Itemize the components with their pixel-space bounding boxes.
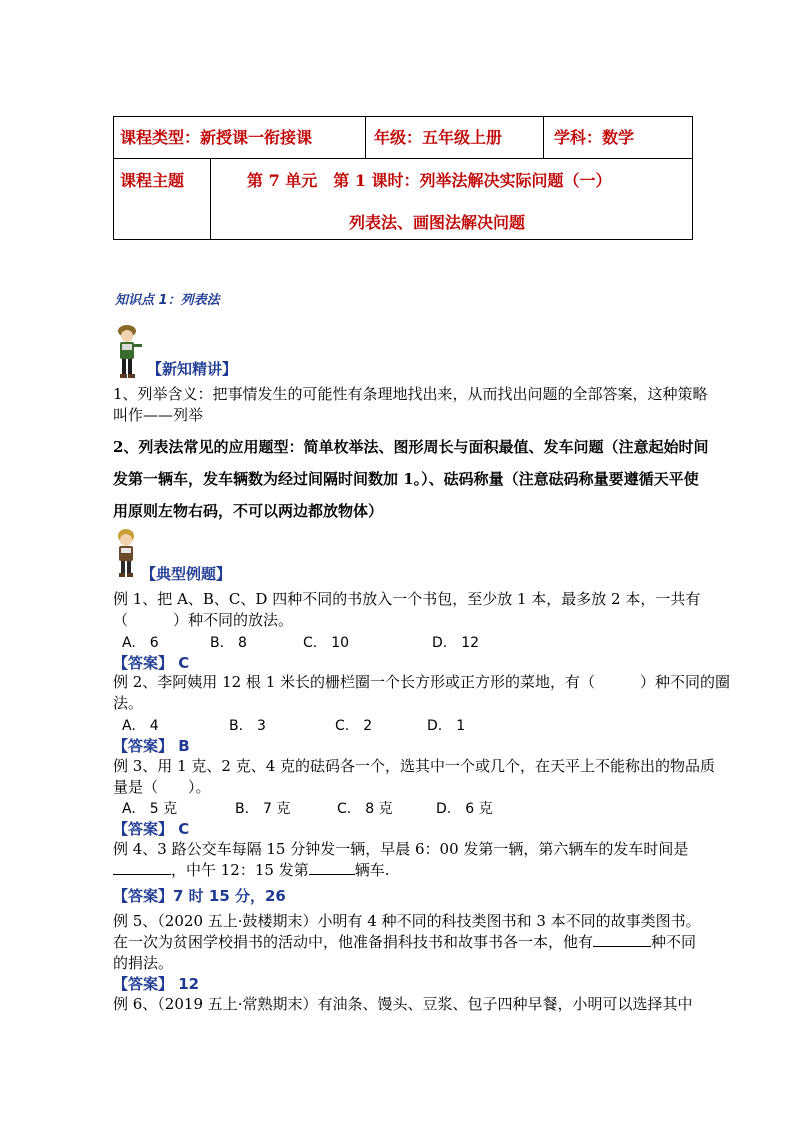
section-typical-examples: 【典型例题】 (141, 565, 232, 583)
topic-title-line2: 列表法、画图法解决问题 (349, 213, 526, 232)
ex2-question-line2: 法。 (113, 694, 144, 712)
ex5-blank[interactable] (593, 932, 651, 947)
cartoon-teacher-icon (113, 322, 145, 380)
ex3-answer: 【答案】 C (113, 820, 190, 838)
ex4-question-line2-mid: ，中午 12：15 发第 (171, 861, 309, 879)
grade-cell: 年级：五年级上册 (366, 117, 544, 158)
ex4-blank-1[interactable] (113, 860, 171, 875)
p2-line3: 用原则左物右码，不可以两边都放物体） (113, 502, 384, 520)
ex3-question-line2: 量是（ ）。 (113, 778, 211, 796)
ex1-option-a: A. 6 (122, 635, 159, 651)
ex2-answer: 【答案】 B (113, 737, 190, 755)
ex1-option-d: D. 12 (432, 635, 480, 651)
ex3-option-a: A. 5 克 (122, 801, 178, 817)
ex1-option-c: C. 10 (303, 635, 350, 651)
knowledge-point-heading: 知识点 1：列表法 (115, 293, 220, 308)
ex2-question-line1: 例 2、李阿姨用 12 根 1 米长的栅栏圈一个长方形或正方形的菜地，有（ ）种不同的圈 (113, 673, 731, 691)
course-type-cell: 课程类型：新授课一衔接课 (114, 117, 366, 158)
ex5-question-line2-start: 在一次为贫困学校捐书的活动中，他准备捐科技书和故事书各一本，他有 (113, 933, 594, 951)
ex2-option-a: A. 4 (122, 718, 159, 734)
subject-cell: 学科：数学 (554, 128, 635, 147)
p2-line1: 2、列表法常见的应用题型：简单枚举法、图形周长与面积最值、发车问题（注意起始时间 (113, 438, 709, 456)
cartoon-student-icon (113, 527, 141, 579)
ex4-answer: 【答案】7 时 15 分，26 (113, 887, 286, 905)
section-new-knowledge: 【新知精讲】 (147, 360, 238, 378)
ex4-blank-2[interactable] (309, 860, 355, 875)
ex5-question-line2-end: 种不同 (651, 933, 697, 951)
ex3-question-line1: 例 3、用 1 克、2 克、4 克的砝码各一个，选其中一个或几个，在天平上不能称出的物品质 (113, 757, 716, 775)
topic-title-line1: 第 7 单元 第 1 课时：列举法解决实际问题（一） (247, 171, 612, 190)
ex3-option-c: C. 8 克 (337, 801, 393, 817)
ex5-question-line2 (113, 932, 696, 952)
ex1-answer: 【答案】 C (113, 654, 190, 672)
ex3-option-d: D. 6 克 (436, 801, 493, 817)
ex6-question-line1: 例 6、（2019 五上·常熟期末）有油条、馒头、豆浆、包子四种早餐，小明可以选择其中 (113, 995, 693, 1013)
topic-label: 课程主题 (114, 158, 211, 239)
p1-line2: 叫作——列举 (113, 406, 204, 424)
p1-line1: 1、列举含义：把事情发生的可能性有条理地找出来，从而找出问题的全部答案，这种策略 (113, 385, 708, 403)
course-info-table (113, 116, 693, 240)
course-topic-row (114, 158, 692, 239)
ex3-option-b: B. 7 克 (235, 801, 291, 817)
course-info-row (114, 117, 692, 159)
ex1-option-b: B. 8 (210, 635, 247, 651)
ex2-option-c: C. 2 (335, 718, 373, 734)
ex4-question-line2 (113, 860, 390, 880)
p2-line2: 发第一辆车，发车辆数为经过间隔时间数加 1。）、砝码称量（注意砝码称量要遵循天平使 (113, 470, 699, 488)
ex5-question-line3: 的捐法。 (113, 954, 174, 972)
ex5-question-line1: 例 5、（2020 五上·鼓楼期末）小明有 4 种不同的科技类图书和 3 本不同的故事类图书。 (113, 912, 701, 930)
ex5-answer: 【答案】 12 (113, 975, 200, 993)
ex1-question-line1: 例 1、把 A、B、C、D 四种不同的书放入一个书包，至少放 1 本，最多放 2 本，一共有 (113, 590, 701, 608)
ex4-question-line1: 例 4、3 路公交车每隔 15 分钟发一辆，早晨 6：00 发第一辆，第六辆车的发车时间是 (113, 840, 689, 858)
ex2-option-b: B. 3 (229, 718, 266, 734)
ex2-option-d: D. 1 (427, 718, 466, 734)
ex4-question-line2-end: 辆车. (354, 861, 390, 879)
ex1-question-line2: （ ）种不同的放法。 (113, 611, 294, 629)
